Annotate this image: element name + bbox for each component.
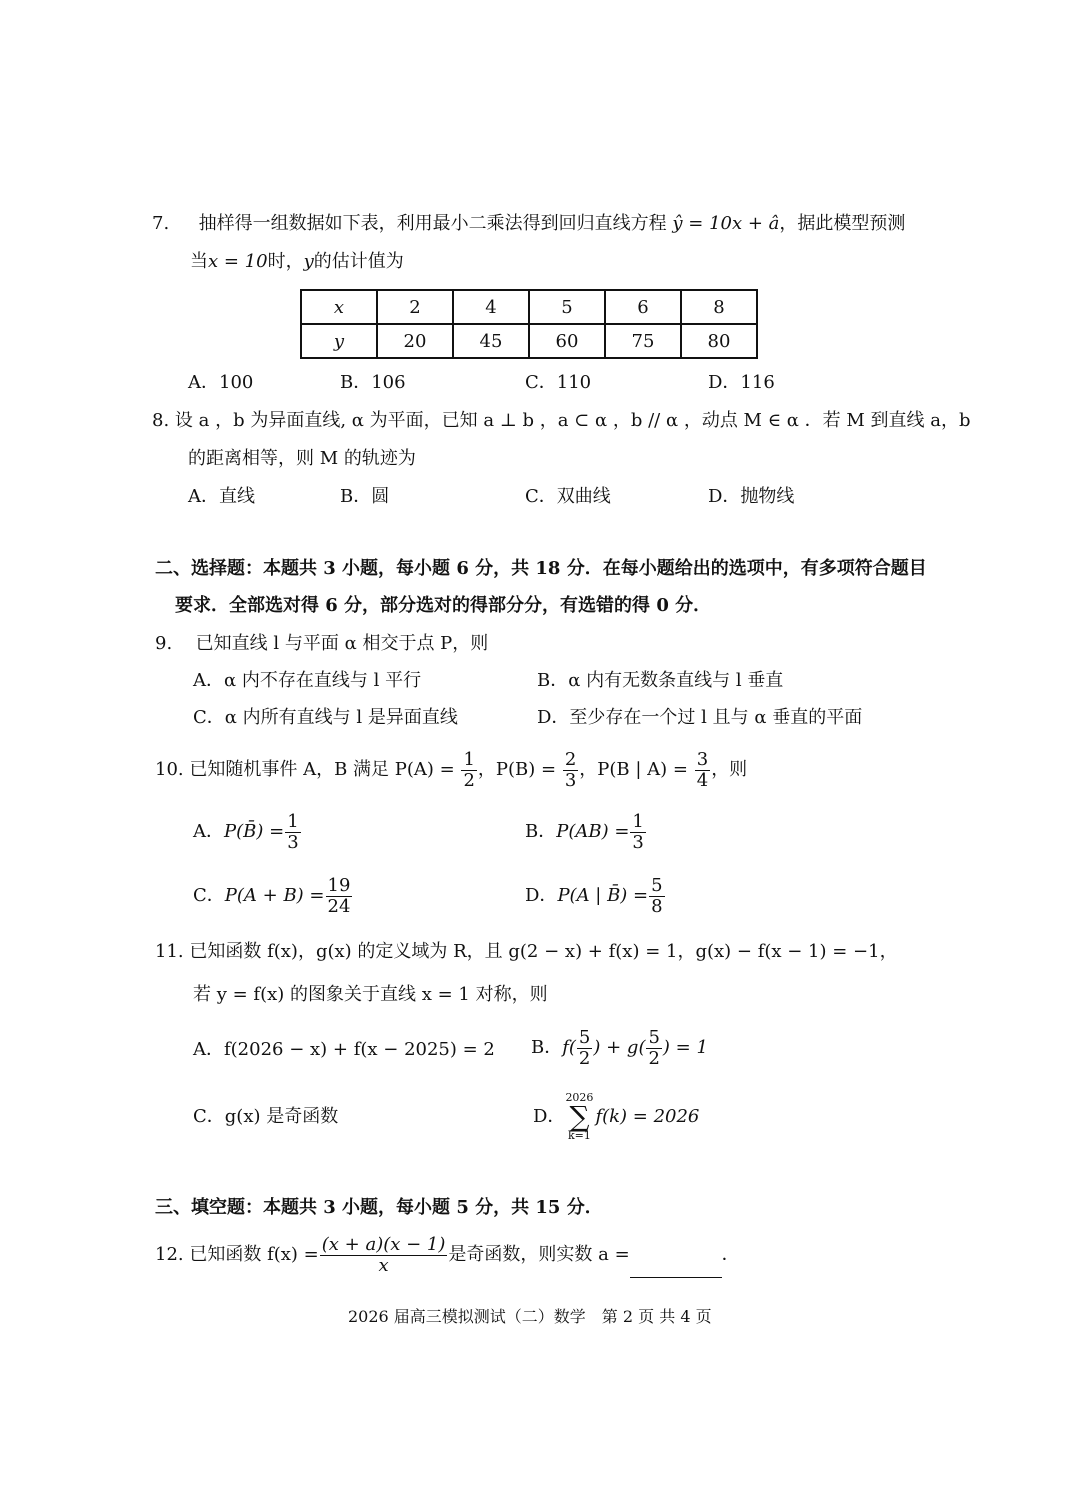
q11-line2: 若 y = f(x) 的图象关于直线 x = 1 对称，则 xyxy=(193,984,548,1005)
q10-stem-d: ，则 xyxy=(711,759,748,780)
section2-heading-line1: 二、选择题：本题共 3 小题，每小题 6 分，共 18 分．在每小题给出的选项中，有多项符合题目 xyxy=(155,558,927,579)
option-expr: P(A | B̄) = xyxy=(557,885,649,906)
q11-option-a: A．f(2026 − x) + f(x − 2025) = 2 xyxy=(193,1039,495,1060)
q8-option-a: A．直线 xyxy=(188,486,255,507)
option-fraction xyxy=(646,1028,661,1069)
option-label: A． xyxy=(193,821,224,842)
q11-option-b xyxy=(531,1026,708,1070)
q8-line2: 的距离相等，则 M 的轨迹为 xyxy=(188,448,416,469)
section3-heading: 三、填空题：本题共 3 小题，每小题 5 分，共 15 分． xyxy=(155,1197,603,1218)
numerator: 5 xyxy=(648,1026,660,1048)
table-cell: 5 xyxy=(529,290,605,324)
q9-option-d: D．至少存在一个过 l 且与 α 垂直的平面 xyxy=(537,707,863,728)
option-fraction xyxy=(577,1028,592,1069)
numerator: 5 xyxy=(578,1026,591,1048)
q7-text-b: ，据此模型预测 xyxy=(779,213,906,234)
q7-number: 7. xyxy=(152,213,170,234)
table-cell: 8 xyxy=(681,290,757,324)
denominator: 24 xyxy=(327,895,351,917)
numerator: 1 xyxy=(463,748,475,770)
table-cell: 4 xyxy=(453,290,529,324)
option-fraction xyxy=(649,876,664,917)
option-f: f( xyxy=(562,1037,576,1058)
option-end: ) = 1 xyxy=(662,1037,708,1058)
q7-line2-x: x = 10 xyxy=(208,251,268,272)
q10-pb-fraction xyxy=(563,750,578,791)
option-expr: P(B̄) = xyxy=(224,821,285,842)
numerator: 1 xyxy=(632,810,644,832)
sigma-symbol: ∑ xyxy=(569,1100,590,1133)
q9-stem: 已知直线 l 与平面 α 相交于点 P，则 xyxy=(195,633,489,654)
sum-upper: 2026 xyxy=(565,1091,594,1104)
q7-line2 xyxy=(190,250,404,274)
q10-option-b xyxy=(525,810,647,854)
option-fraction xyxy=(326,876,353,917)
q7-data-table xyxy=(300,289,758,359)
numerator: 3 xyxy=(696,748,709,770)
q9-option-c: C．α 内所有直线与 l 是异面直线 xyxy=(193,707,458,728)
q12-line1 xyxy=(155,1232,740,1278)
table-cell: 6 xyxy=(605,290,681,324)
q10-stem-b: ，P(B) = xyxy=(477,759,557,780)
q8-option-d: D．抛物线 xyxy=(708,486,795,507)
q11-line1 xyxy=(155,940,898,964)
table-row xyxy=(301,324,757,358)
q11-option-d xyxy=(533,1090,699,1144)
option-mid: ) + g( xyxy=(593,1037,646,1058)
numerator: 19 xyxy=(327,874,351,896)
denominator: 8 xyxy=(651,895,663,917)
table-cell: 80 xyxy=(681,324,757,358)
table-row xyxy=(301,290,757,324)
option-label: D． xyxy=(525,885,558,906)
numerator: (x + a)(x − 1) xyxy=(321,1233,446,1255)
page-footer: 2026 届高三模拟测试（二）数学 第 2 页 共 4 页 xyxy=(348,1307,712,1326)
q8-line1 xyxy=(152,409,970,433)
q7-option-a: A．100 xyxy=(188,372,254,393)
q7-equation: ŷ = 10x + â xyxy=(672,213,780,234)
q9-line1 xyxy=(155,632,488,656)
option-label: B． xyxy=(525,821,557,842)
denominator: 2 xyxy=(578,1047,591,1069)
numerator: 5 xyxy=(651,874,663,896)
q10-stem-c: ，P(B | A) = xyxy=(579,759,688,780)
q10-line1 xyxy=(155,748,747,792)
q9-number: 9. xyxy=(155,633,173,654)
q9-option-b: B．α 内有无数条直线与 l 垂直 xyxy=(537,670,784,691)
option-fraction xyxy=(285,812,300,853)
q11-text: 已知函数 f(x)，g(x) 的定义域为 R，且 g(2 − x) + f(x) = 1，g(x) − f(x − 1) = −1， xyxy=(189,941,898,962)
table-cell: 2 xyxy=(377,290,453,324)
q9-option-a: A．α 内不存在直线与 l 平行 xyxy=(193,670,422,691)
summation xyxy=(565,1092,593,1142)
q12-stem-a: 已知函数 f(x) = xyxy=(189,1244,319,1265)
q7-option-d: D．116 xyxy=(708,372,775,393)
option-expr: P(A + B) = xyxy=(224,885,325,906)
denominator: 3 xyxy=(287,831,299,853)
option-label: D． xyxy=(533,1106,566,1127)
table-cell: 20 xyxy=(377,324,453,358)
q7-line2-b: 时， xyxy=(267,251,304,272)
section2-heading-line2: 要求．全部选对得 6 分，部分选对的得部分分，有选错的得 0 分． xyxy=(175,595,712,616)
option-expr: P(AB) = xyxy=(556,821,630,842)
q10-number: 10. xyxy=(155,759,184,780)
q7-text-a: 抽样得一组数据如下表，利用最小二乘法得到回归直线方程 xyxy=(198,213,673,234)
sum-lower: k=1 xyxy=(567,1129,591,1142)
q7-line2-a: 当 xyxy=(190,251,208,272)
denominator: 2 xyxy=(463,769,475,791)
denominator: 2 xyxy=(648,1047,660,1069)
denominator: x xyxy=(378,1254,389,1276)
q12-stem-b: 是奇函数，则实数 a = xyxy=(448,1244,630,1265)
answer-blank[interactable] xyxy=(630,1259,722,1278)
q10-option-c xyxy=(193,874,353,918)
q7-line2-y: y xyxy=(303,251,314,272)
q7-option-c: C．110 xyxy=(525,372,592,393)
q10-option-d xyxy=(525,874,666,918)
numerator: 2 xyxy=(564,748,577,770)
table-cell: 60 xyxy=(529,324,605,358)
denominator: 3 xyxy=(564,769,577,791)
q8-text: 设 a ，b 为异面直线, α 为平面，已知 a ⊥ b ，a ⊂ α ，b // α ，动点 M ∈ α ．若 M 到直线 a，b xyxy=(174,410,971,431)
table-y-label: y xyxy=(301,324,377,358)
q11-option-c: C．g(x) 是奇函数 xyxy=(193,1106,339,1127)
option-expr: f(k) = 2026 xyxy=(595,1106,700,1127)
numerator: 1 xyxy=(287,810,299,832)
q12-number: 12. xyxy=(155,1244,184,1265)
table-cell: 75 xyxy=(605,324,681,358)
option-label: B． xyxy=(531,1037,563,1058)
denominator: 4 xyxy=(696,769,709,791)
q10-pa-fraction xyxy=(461,750,476,791)
q8-option-b: B．圆 xyxy=(340,486,390,507)
q12-stem-end: ． xyxy=(721,1244,740,1265)
q8-option-c: C．双曲线 xyxy=(525,486,611,507)
q10-pba-fraction xyxy=(695,750,710,791)
option-label: C． xyxy=(193,885,225,906)
option-fraction xyxy=(630,812,645,853)
q11-number: 11. xyxy=(155,941,184,962)
q8-number: 8. xyxy=(152,410,170,431)
denominator: 3 xyxy=(632,831,644,853)
q10-option-a xyxy=(193,810,302,854)
q7-option-b: B．106 xyxy=(340,372,406,393)
q10-stem-a: 已知随机事件 A，B 满足 P(A) = xyxy=(189,759,455,780)
q7-line2-c: 的估计值为 xyxy=(313,251,404,272)
table-x-label: x xyxy=(301,290,377,324)
q12-fraction xyxy=(320,1235,448,1276)
table-cell: 45 xyxy=(453,324,529,358)
q7-line1 xyxy=(152,212,905,236)
